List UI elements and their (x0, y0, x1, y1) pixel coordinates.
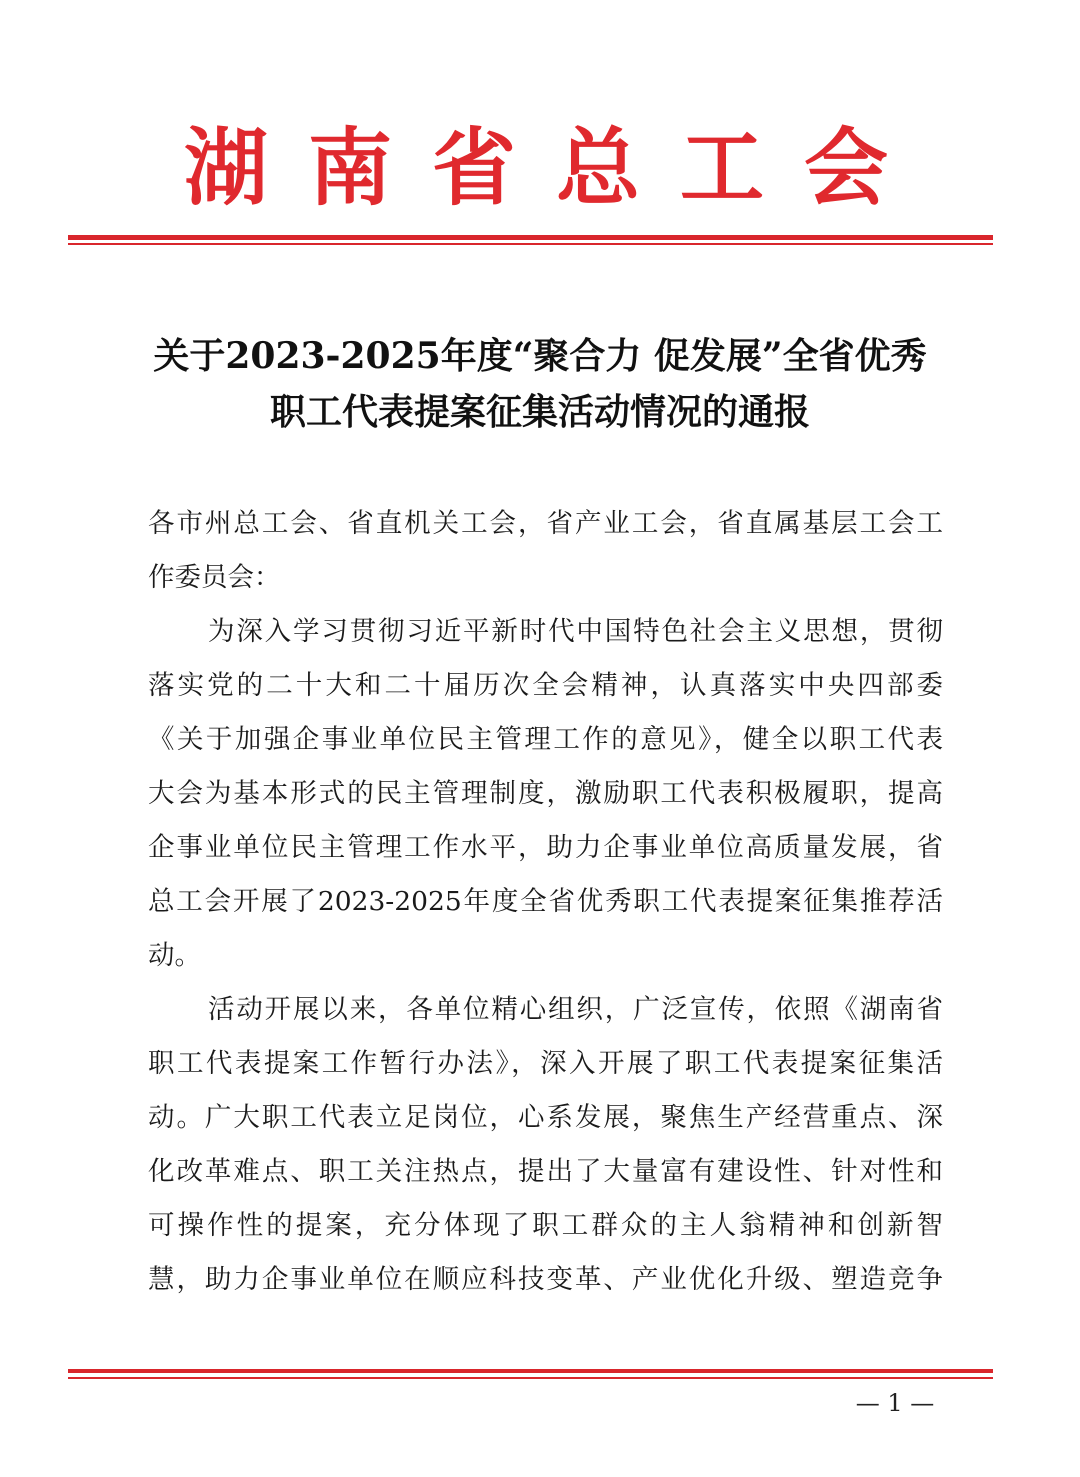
paragraph-line: 职工代表提案工作暂行办法》，深入开展了职工代表提案征集活 (148, 1048, 943, 1079)
letterhead-char: 总 (556, 118, 641, 217)
paragraph-line: 化改革难点、职工关注热点，提出了大量富有建设性、针对性和 (148, 1156, 943, 1187)
document-title-line-1: 关于2023-2025年度“聚合力 促发展”全省优秀 (153, 335, 927, 377)
paragraph-line: 《关于加强企事业单位民主管理工作的意见》，健全以职工代表 (148, 724, 943, 755)
paragraph-line: 动。广大职工代表立足岗位，心系发展，聚焦生产经营重点、深 (148, 1102, 943, 1133)
document-title-line-2: 职工代表提案征集活动情况的通报 (269, 391, 810, 433)
letterhead-char: 省 (432, 118, 517, 217)
letterhead-char: 会 (804, 118, 889, 217)
paragraph-line: 企事业单位民主管理工作水平，助力企事业单位高质量发展，省 (148, 832, 943, 863)
addressee-line: 各市州总工会、省直机关工会，省产业工会，省直属基层工会工 (148, 508, 943, 539)
paragraph-line: 慧，助力企事业单位在顺应科技变革、产业优化升级、塑造竞争 (148, 1264, 943, 1295)
page-number: — 1 — (855, 1389, 935, 1417)
letterhead-char: 南 (308, 118, 393, 217)
header-rule-thick (68, 235, 993, 240)
paragraph-line: 落实党的二十大和二十届历次全会精神，认真落实中央四部委 (148, 670, 943, 701)
paragraph-line: 活动开展以来，各单位精心组织，广泛宣传，依照《湖南省 (208, 994, 943, 1025)
footer-rule-thick (68, 1369, 993, 1373)
paragraph-line: 可操作性的提案，充分体现了职工群众的主人翁精神和创新智 (148, 1210, 943, 1241)
letterhead-char: 湖 (184, 118, 269, 217)
letterhead-char: 工 (680, 118, 765, 217)
paragraph-line: 为深入学习贯彻习近平新时代中国特色社会主义思想，贯彻 (208, 616, 943, 647)
header-rule-thin (68, 243, 993, 245)
paragraph-line: 大会为基本形式的民主管理制度，激励职工代表积极履职，提高 (148, 778, 943, 809)
footer-rule-thin (68, 1377, 993, 1379)
paragraph-line: 总工会开展了2023-2025年度全省优秀职工代表提案征集推荐活 (148, 886, 943, 917)
paragraph-line: 动。 (148, 940, 201, 971)
addressee-line: 作委员会： (148, 562, 281, 593)
letterhead (0, 118, 1080, 218)
